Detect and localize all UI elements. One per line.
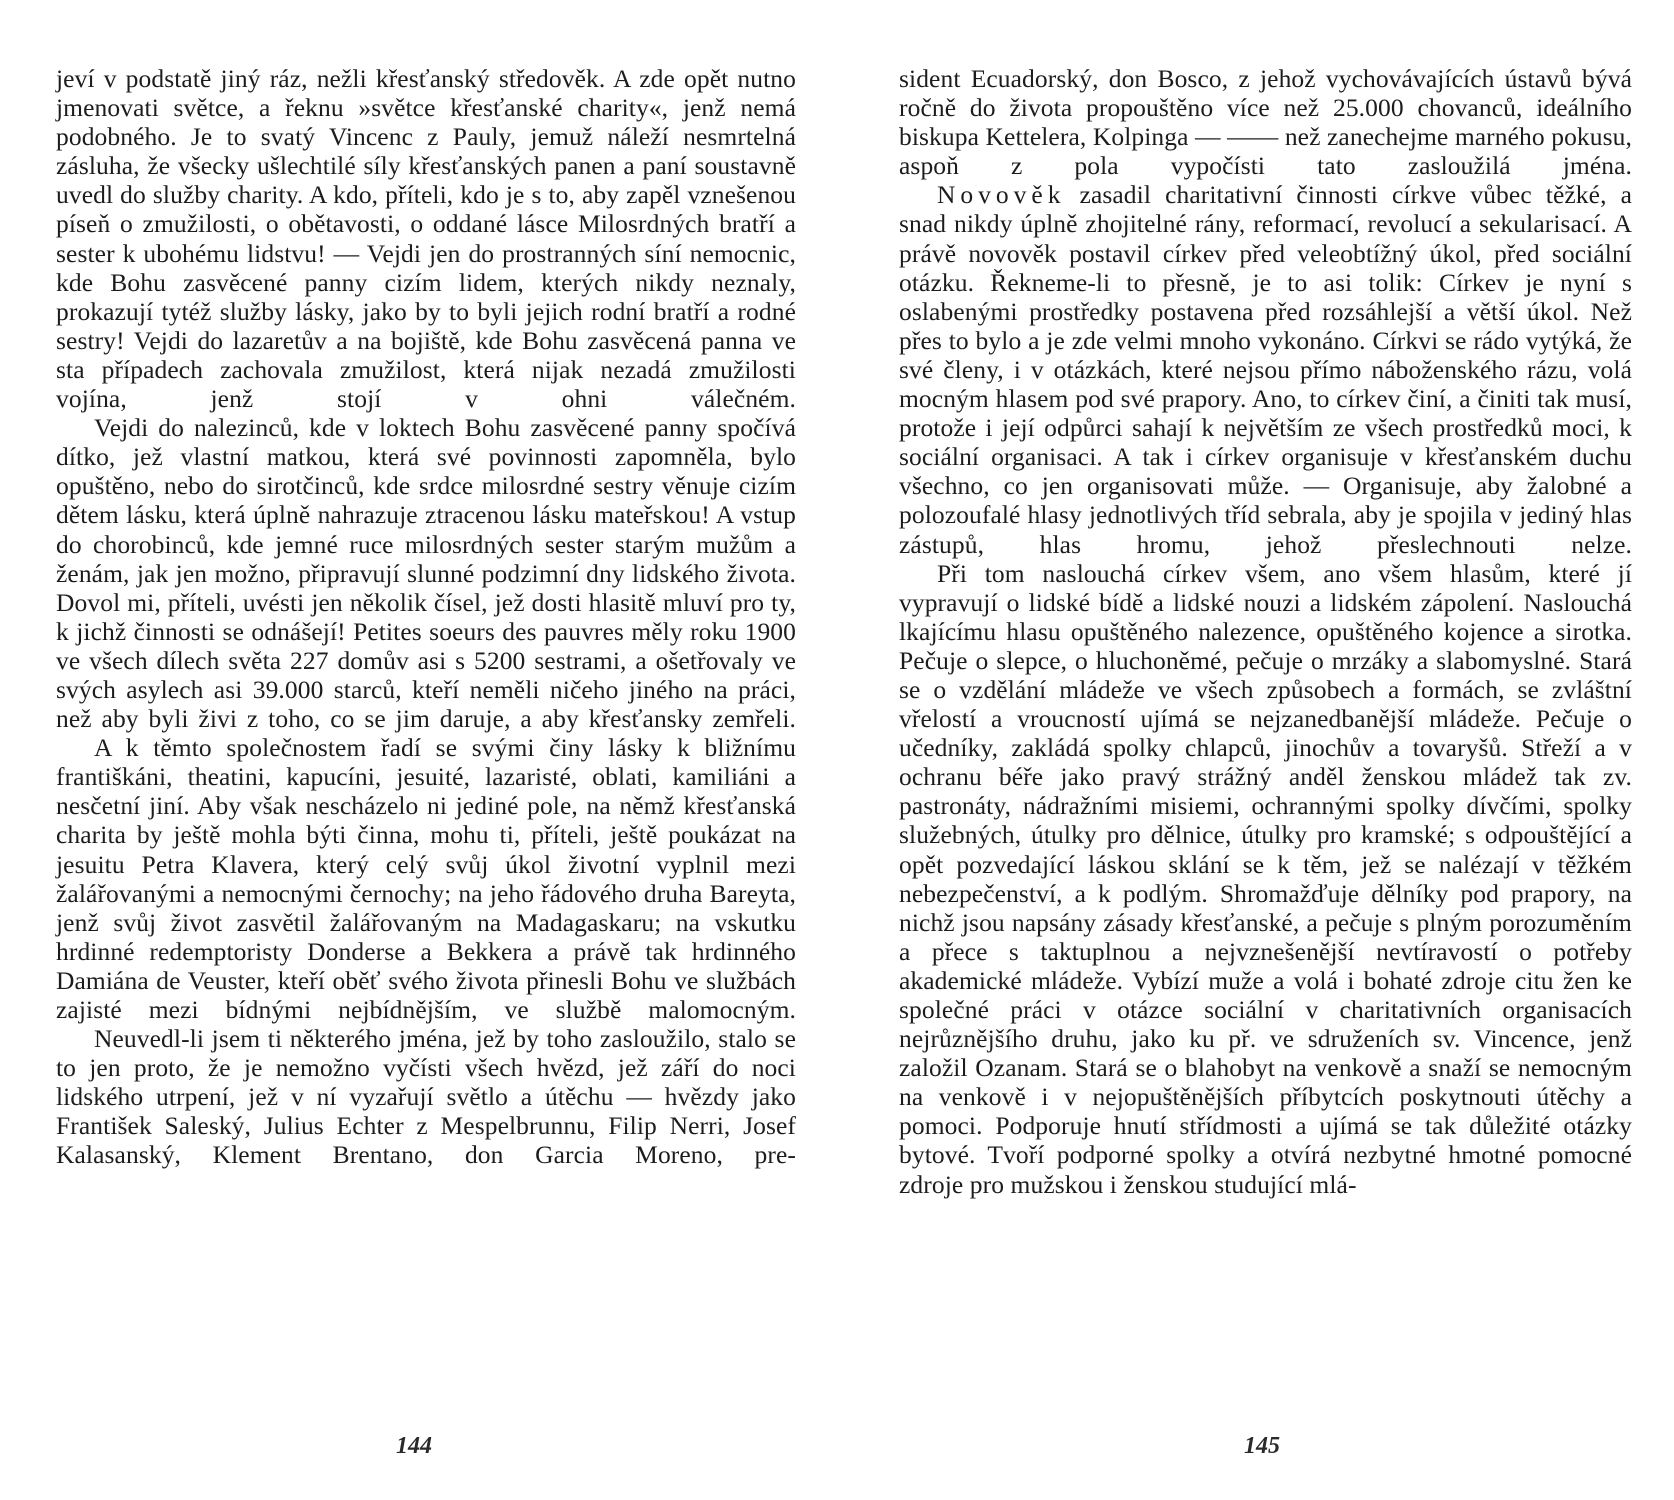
right-paragraph-2 bbox=[899, 180, 1632, 558]
spaced-emphasis-word: Novověk bbox=[937, 180, 1066, 210]
left-page-number: 144 bbox=[396, 1433, 432, 1459]
right-page bbox=[899, 64, 1632, 1199]
right-paragraph-3: Při tom naslouchá církev všem, ano všem hlasům, které jí vypravují o lidské bídě a lidské nouzi a lidském zápolení. Naslouchá lkajícímu hlasu opuštěného nalezence, opuštěného kojence a sirotka. Pečuje o slepce, o hluchoněmé, pečuje o mrzáky a slabomyslné. Stará se o vzdělání mládeže ve všech způsobech a formách, se zvláštní vřelostí a vroucností ujímá se nejzanedbanější mládeže. Pečuje o učedníky, zakládá spolky chlapců, jinochův a tovaryšů. Střeží a v ochranu béře jako pravý strážný anděl ženskou mládež tak zv. pastronáty, nádražními misiemi, ochrannými spolky dívčími, spolky služebných, útulky pro dělnice, útulky pro kramské; s odpouštějící a opět pozvedající láskou sklání se k těm, jež se nalézají v těžkém nebezpečenství, a k podlým. Shromažďuje dělníky pod prapory, na nichž jsou napsány zásady křesťanské, a pečuje s plným porozuměním a přece s taktuplnou a nejvznešenější nevtíravostí o potřeby akademické mládeže. Vybízí muže a volá i bohaté zdroje citu žen ke společné práci v otázce sociální v charitativních organisacích nejrůznějšího druhu, jako ku př. ve sdruženích sv. Vincence, jenž založil Ozanam. Stará se o blahobyt na venkově a snaží se nemocným na venkově i v nejopuštěnějších příbytcích poskytnouti útěchy a pomoci. Podporuje hnutí střídmosti a ujímá se tak důležité otázky bytové. Tvoří podporné spolky a otvírá nezbytné hmotné pomocné zdroje pro mužskou i ženskou studující mlá- bbox=[899, 558, 1632, 1199]
right-page-number: 145 bbox=[1244, 1433, 1280, 1459]
left-paragraph-2: Vejdi do nalezinců, kde v loktech Bohu zasvěcené panny spočívá dítko, jež vlastní matkou, která své povinnosti zapomněla, bylo opuštěno, nebo do sirotčinců, kde srdce milosrdné sestry věnuje cizím dětem lásku, která úplně nahrazuje ztracenou lásku mateřskou! A vstup do chorobinců, kde jemné ruce milosrdných sester starým mužům a ženám, jak jen možno, připravují slunné podzimní dny lidského života. Dovol mi, příteli, uvésti jen několik čísel, jež dosti hlasitě mluví pro ty, k jichž činnosti se odnášejí! Petites soeurs des pauvres měly roku 1900 ve všech dílech světa 227 domův asi s 5200 sestrami, a ošetřovaly ve svých asylech asi 39.000 starců, kteří neměli ničeho jiného na práci, než aby byli živi z toho, co se jim daruje, a aby křesťansky zemřeli. bbox=[56, 413, 796, 734]
right-paragraph-2-text: zasadil charitativní činnosti církve vůbec těžké, a snad nikdy úplně zhojitelné rány, reformací, revolucí a sekularisací. A právě novověk postavil církev před veleobtížný úkol, před sociální otázku. Řekneme-li to přesně, je to asi tolik: Církev je nyní s oslabenými prostředky postavena před rozsáhlejší a větší úkol. Než přes to bylo a je zde velmi mnoho vykonáno. Církvi se rádo vytýká, že své členy, i v otázkách, které nejsou přímo náboženského rázu, volá mocným hlasem pod své prapory. Ano, to církev činí, a činiti tak musí, protože i její odpůrci sahají k největším ze všech prostředků moci, k sociální organisaci. A tak i církev organisuje v křesťanském duchu všechno, co jen organisovati může. — Organisuje, aby žalobné a polozoufalé hlasy jednotlivých tříd sebrala, aby je spojila v jediný hlas zástupů, hlas hromu, jehož přeslechnouti nelze. bbox=[899, 180, 1632, 559]
left-paragraph-3: A k těmto společnostem řadí se svými činy lásky k bližnímu františkáni, theatini, kapucíni, jesuité, lazaristé, oblati, kamiliáni a nesčetní jiní. Aby však nescházelo ni jediné pole, na němž křesťanská charita by ještě mohla býti činna, mohu ti, příteli, ještě poukázat na jesuitu Petra Klavera, který celý svůj úkol životní vyplnil mezi žalářovanými a nemocnými černochy; na jeho řádového druha Bareyta, jenž svůj život zasvětil žalářovaným na Madagaskaru; na vskutku hrdinné redemptoristy Donderse a Bekkera a právě tak hrdinného Damiána de Veuster, kteří oběť svého života přinesli Bohu ve službách zajisté mezi bídnými nejbídnějším, ve službě malomocným. bbox=[56, 733, 796, 1024]
left-page bbox=[56, 64, 796, 1170]
right-paragraph-1: sident Ecuadorský, don Bosco, z jehož vychovávajících ústavů bývá ročně do života propouštěno více než 25.000 chovanců, ideálního biskupa Kettelera, Kolpinga — —— než zanechejme marného pokusu, aspoň z pola vypočísti tato zasloužilá jména. bbox=[899, 64, 1632, 181]
left-paragraph-1: jeví v podstatě jiný ráz, nežli křesťanský středověk. A zde opět nutno jmenovati světce, a řeknu »světce křesťanské charity«, jenž nemá podobného. Je to svatý Vincenc z Pauly, jemuž náleží nesmrtelná zásluha, že všecky ušlechtilé síly křesťanských panen a paní soustavně uvedl do služby charity. A kdo, příteli, kdo je s to, aby zapěl vznešenou píseň o zmužilosti, o obětavosti, o oddané lásce Milosrdných bratří a sester k ubohému lidstvu! — Vejdi jen do prostranných síní nemocnic, kde Bohu zasvěcené panny cizím lidem, kterých nikdy neznaly, prokazují tytéž služby lásky, jako by to byli jejich rodní bratří a rodné sestry! Vejdi do lazaretův a na bojiště, kde Bohu zasvěcená panna ve sta případech zachovala zmužilost, která nijak nezadá zmužilosti vojína, jenž stojí v ohni válečném. bbox=[56, 64, 796, 414]
left-paragraph-4: Neuvedl-li jsem ti některého jména, jež by toho zasloužilo, stalo se to jen proto, že je nemožno vyčísti všech hvězd, jež září do noci lidského utrpení, jež v ní vyzařují světlo a útěchu — hvězdy jako František Saleský, Julius Echter z Mespelbrunnu, Filip Nerri, Josef Kalasanský, Klement Brentano, don Garcia Moreno, pre- bbox=[56, 1024, 796, 1170]
